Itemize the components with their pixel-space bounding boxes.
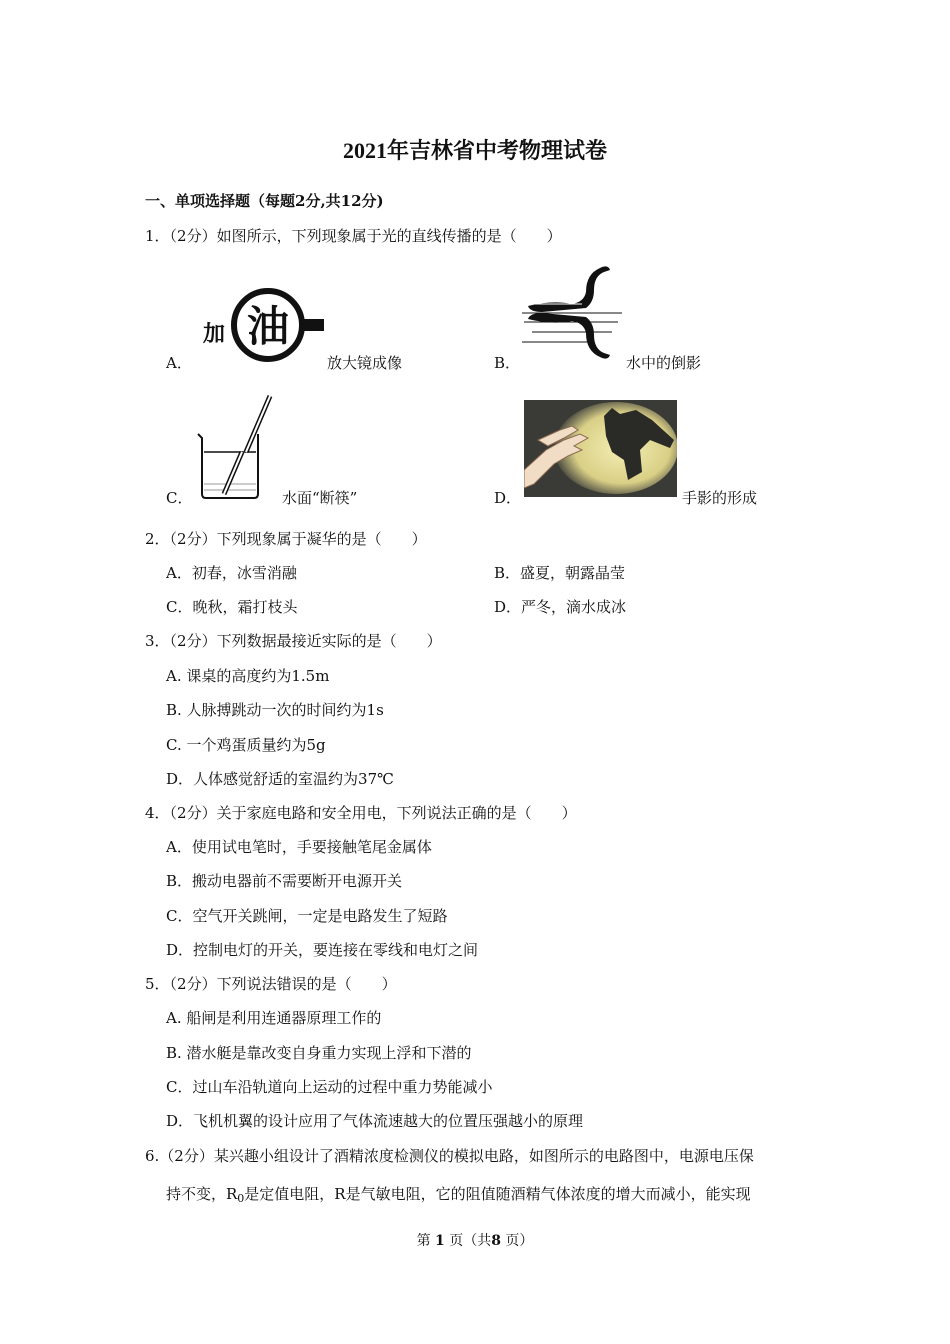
footer-page-number: 1	[435, 1233, 445, 1249]
chopstick-beaker-image	[194, 394, 276, 500]
question-6-line-1: 6.（2分）某兴趣小组设计了酒精浓度检测仪的模拟电路，如图所示的电路图中，电源电压保	[145, 1147, 754, 1165]
footer-pre: 第	[416, 1233, 431, 1249]
q6-line2-part-a: 持不变，R	[166, 1185, 238, 1203]
magnifier-image	[198, 285, 326, 365]
footer-post: 页）	[505, 1233, 534, 1249]
q2-option-c: C．晚秋，霜打枝头	[166, 598, 298, 616]
q4-option-c: C．空气开关跳闸，一定是电路发生了短路	[166, 907, 448, 925]
q3-option-d: D．人体感觉舒适的室温约为37℃	[166, 770, 394, 788]
footer-mid: 页（共	[449, 1233, 492, 1249]
question-4-stem: 4．（2分）关于家庭电路和安全用电，下列说法正确的是（ ）	[145, 804, 577, 822]
q1-option-b-caption: 水中的倒影	[626, 354, 702, 372]
q2-option-d: D．严冬，滴水成冰	[494, 598, 627, 616]
q1-option-c-caption: 水面“断筷”	[282, 489, 358, 507]
q2-option-b: B．盛夏，朝露晶莹	[494, 564, 626, 582]
q1-option-a-letter: A．	[166, 354, 192, 372]
q3-option-c: C. 一个鸡蛋质量约为5g	[166, 736, 326, 754]
q1-option-d-caption: 手影的形成	[682, 489, 758, 507]
goose-reflection-image	[522, 260, 622, 365]
q6-line2-part-b: 是定值电阻，R是气敏电阻，它的阻值随酒精气体浓度的增大而减小，能实现	[244, 1185, 751, 1203]
section-heading: 一、单项选择题（每题2分,共12分)	[145, 192, 384, 210]
q3-option-a: A. 课桌的高度约为1.5m	[166, 667, 330, 685]
q5-option-d: D．飞机机翼的设计应用了气体流速越大的位置压强越小的原理	[166, 1112, 584, 1130]
question-6-line-2	[166, 1183, 751, 1205]
q4-option-d: D．控制电灯的开关，要连接在零线和电灯之间	[166, 941, 479, 959]
q5-option-c: C．过山车沿轨道向上运动的过程中重力势能减小	[166, 1078, 493, 1096]
hand-shadow-image	[524, 400, 677, 497]
question-2-stem: 2．（2分）下列现象属于凝华的是（ ）	[145, 530, 427, 548]
q4-option-b: B．搬动电器前不需要断开电源开关	[166, 872, 403, 890]
question-1-stem: 1．（2分）如图所示，下列现象属于光的直线传播的是（ ）	[145, 227, 562, 245]
q1-option-a-caption: 放大镜成像	[327, 354, 403, 372]
question-3-stem: 3．（2分）下列数据最接近实际的是（ ）	[145, 632, 442, 650]
footer-total-pages: 8	[491, 1233, 501, 1249]
q5-option-b: B. 潜水艇是靠改变自身重力实现上浮和下潜的	[166, 1044, 472, 1062]
magnifier-text-you: 油	[246, 302, 290, 351]
q1-option-c-letter: C．	[166, 489, 193, 507]
q5-option-a: A. 船闸是利用连通器原理工作的	[166, 1009, 382, 1027]
q1-option-d-letter: D．	[494, 489, 522, 507]
q3-option-b: B. 人脉搏跳动一次的时间约为1s	[166, 701, 384, 719]
q1-option-b-letter: B．	[494, 354, 521, 372]
question-5-stem: 5．（2分）下列说法错误的是（ ）	[145, 975, 397, 993]
q2-option-a: A．初春，冰雪消融	[166, 564, 297, 582]
magnifier-text-jia: 加	[202, 322, 226, 347]
q4-option-a: A．使用试电笔时，手要接触笔尾金属体	[166, 838, 432, 856]
q6-line2-subscript: 0	[237, 1192, 245, 1205]
page-title: 2021年吉林省中考物理试卷	[342, 138, 607, 163]
page-footer	[0, 1230, 950, 1250]
